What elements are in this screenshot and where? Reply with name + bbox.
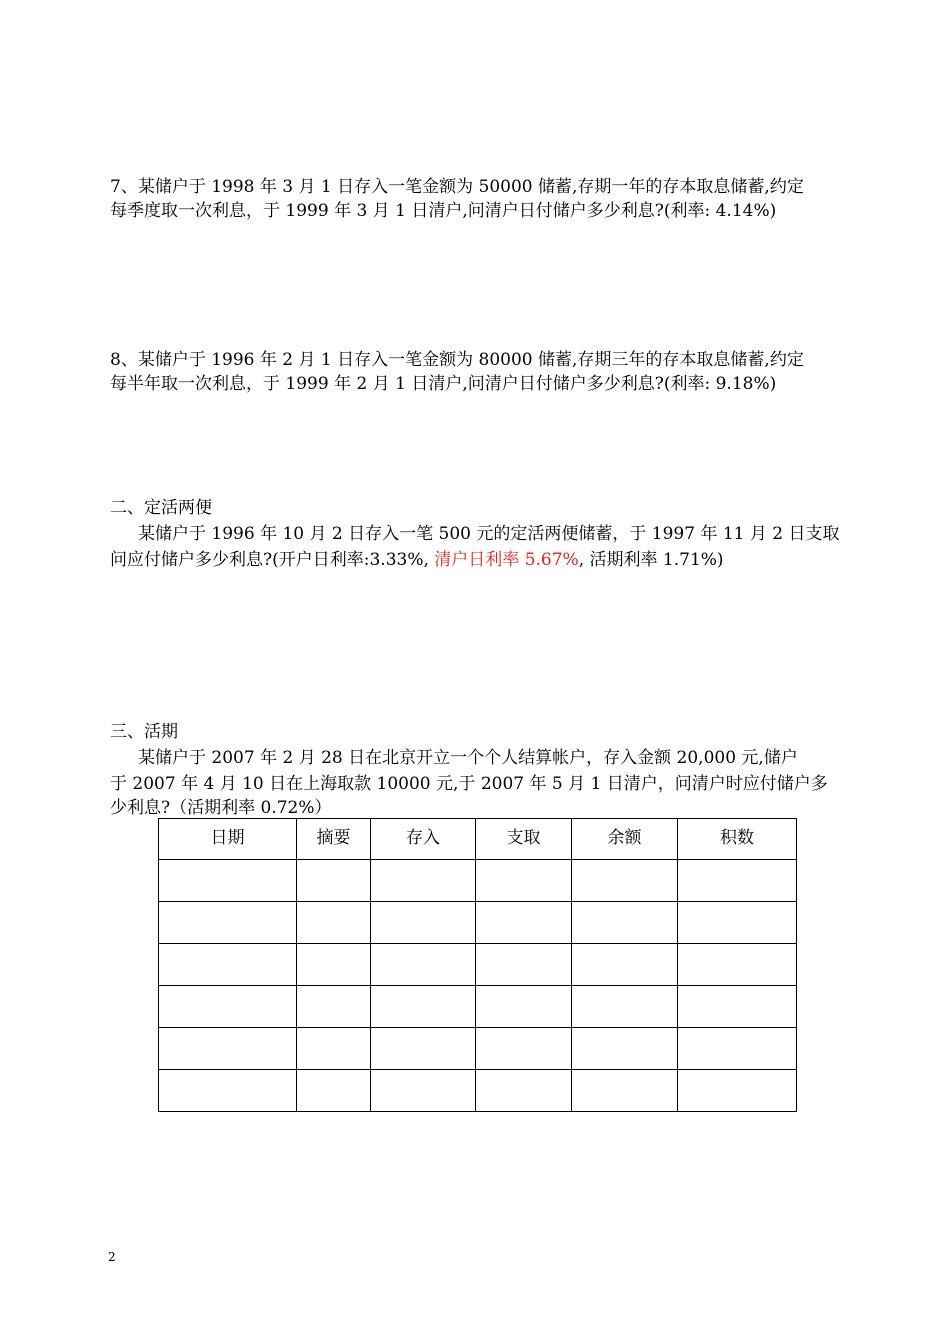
table-cell [371,986,476,1028]
question-8-line-2: 每半年取一次利息，于 1999 年 2 月 1 日清户,问清户日付储户多少利息?(利率: 9.18%) [110,374,777,394]
question-7-line-1: 7、某储户于 1998 年 3 月 1 日存入一笔金额为 50000 储蓄,存期一年的存本取息储蓄,约定 [110,177,804,197]
section-3-line-2: 于 2007 年 4 月 10 日在上海取款 10000 元,于 2007 年 5 月 1 日清户，问清户时应付储户多 [110,774,828,794]
table-cell [297,1070,371,1112]
section-3-line-1: 某储户于 2007 年 2 月 28 日在北京开立一个个人结算帐户，存入金额 20,000 元,储户 [138,748,798,768]
section-2-line-2-start: 问应付储户多少利息?(开户日利率:3.33%, [110,550,429,570]
table-cell [371,944,476,986]
column-header-withdrawal: 支取 [476,819,572,860]
table-cell [678,944,797,986]
table-cell [678,1028,797,1070]
question-7-line-2: 每季度取一次利息，于 1999 年 3 月 1 日清户,问清户日付储户多少利息?(利率: 4.14%) [110,201,777,221]
table-cell [678,1070,797,1112]
table-cell [159,986,297,1028]
table-cell [678,986,797,1028]
section-2-line-2 [110,549,724,571]
table-cell [297,860,371,902]
table-cell [297,902,371,944]
table-cell [159,1028,297,1070]
table-cell [297,986,371,1028]
table-cell [572,1028,678,1070]
table-cell [371,860,476,902]
section-3-heading: 三、活期 [110,722,178,742]
table-cell [678,902,797,944]
interest-calculation-table [158,818,797,1112]
table-cell [572,860,678,902]
table-cell [297,944,371,986]
table-header-row [159,819,797,860]
table-cell [371,1028,476,1070]
column-header-summary: 摘要 [297,819,371,860]
table-body [159,860,797,1112]
table-row [159,1028,797,1070]
table-cell [159,860,297,902]
page-number: 2 [108,1250,116,1264]
table-cell [159,902,297,944]
table-cell [476,902,572,944]
section-2-line-2-end: , 活期利率 1.71%) [578,550,724,570]
table-cell [572,902,678,944]
column-header-date: 日期 [159,819,297,860]
table-cell [476,944,572,986]
section-2-line-1: 某储户于 1996 年 10 月 2 日存入一笔 500 元的定活两便储蓄，于 1997 年 11 月 2 日支取 [138,524,840,544]
question-8-line-1: 8、某储户于 1996 年 2 月 1 日存入一笔金额为 80000 储蓄,存期三年的存本取息储蓄,约定 [110,350,804,370]
clearing-day-rate-highlight: 清户日利率 5.67% [428,550,579,570]
table-row [159,944,797,986]
table-cell [159,944,297,986]
section-3-line-3: 少利息?（活期利率 0.72%） [110,798,332,818]
table-cell [476,986,572,1028]
table-row [159,860,797,902]
table-cell [371,902,476,944]
table-cell [297,1028,371,1070]
table-row [159,1070,797,1112]
table-cell [371,1070,476,1112]
table-cell [572,986,678,1028]
column-header-balance: 余额 [572,819,678,860]
section-2-heading: 二、定活两便 [110,498,212,518]
column-header-deposit: 存入 [371,819,476,860]
table-cell [476,1028,572,1070]
table-cell [476,860,572,902]
table-cell [476,1070,572,1112]
column-header-accumulated: 积数 [678,819,797,860]
table-cell [572,944,678,986]
table-row [159,902,797,944]
table-cell [159,1070,297,1112]
table-row [159,986,797,1028]
table-cell [678,860,797,902]
table-cell [572,1070,678,1112]
